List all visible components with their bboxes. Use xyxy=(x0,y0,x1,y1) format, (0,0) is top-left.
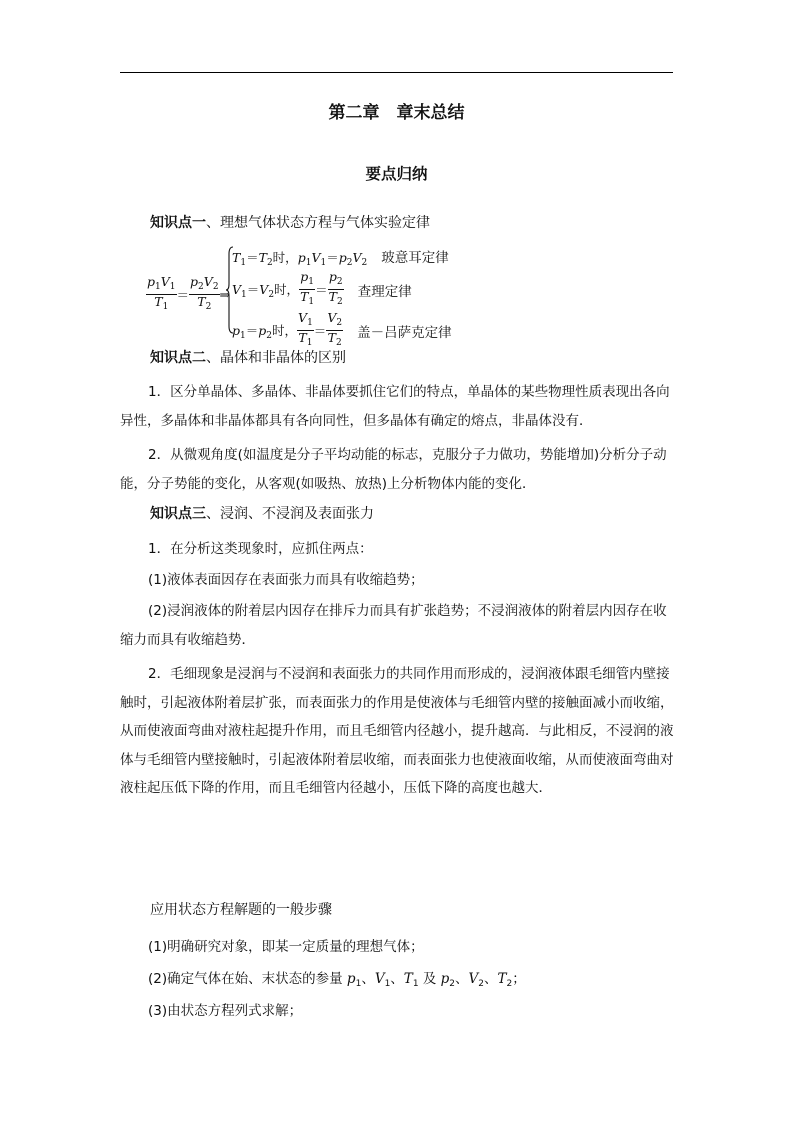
law-boyle: 玻意耳定律 xyxy=(381,250,449,266)
kp3-paragraph-2: (1)液体表面因存在表面张力而具有收缩趋势； xyxy=(148,572,424,588)
step-3: (3)由状态方程列式求解； xyxy=(148,1003,303,1019)
kp1-label: 知识点一 xyxy=(150,215,206,231)
kp2-paragraph-1: 1．区分单晶体、多晶体、非晶体要抓住它们的特点，单晶体的某些物理性质表现出各向异性，多晶体和非晶体都具有各向同性，但多晶体有确定的熔点，非晶体没有． xyxy=(120,384,670,429)
kp2-paragraph-2: 2．从微观角度(如温度是分子平均动能的标志，克服分子力做功，势能增加)分析分子动能，分子势能的变化，从客观(如吸热、放热)上分析物体内能的变化． xyxy=(120,447,667,492)
section-subtitle: 要点归纳 xyxy=(365,165,428,183)
page-title: 第二章 章末总结 xyxy=(328,103,465,123)
kp1-text: 、理想气体状态方程与气体实验定律 xyxy=(206,215,430,231)
step-2: (2)确定气体在始、末状态的参量 $p_1$、$V_1$、$T_1$ 及 $p_2$、$V_2$、$T_2$； xyxy=(148,971,526,989)
kp3-paragraph-1: 1．在分析这类现象时，应抓住两点： xyxy=(148,541,373,557)
gay-lussac-law-line: $p_1=p_2$时， $\frac{V_1}{T_1}$ ＝ $\frac{V_2}{T_2}$ 盖－吕萨克定律 xyxy=(232,310,452,348)
law-gay-lussac: 盖－吕萨克定律 xyxy=(357,324,452,341)
cond1-suffix: 时， xyxy=(272,250,298,265)
top-rule xyxy=(120,72,673,73)
cond3-suffix: 时， xyxy=(272,322,298,338)
law-charles: 查理定律 xyxy=(357,283,412,300)
steps-title: 应用状态方程解题的一般步骤 xyxy=(150,902,332,918)
kp3-text: 、浸润、不浸润及表面张力 xyxy=(206,506,374,522)
kp3-paragraph-3: (2)浸润液体的附着层内因存在排斥力而具有扩张趋势；不浸润液体的附着层内因存在收缩力而具有收缩趋势． xyxy=(120,603,667,648)
cond2-suffix: 时， xyxy=(274,281,300,297)
kp3-heading xyxy=(150,503,374,523)
step-1: (1)明确研究对象，即某一定质量的理想气体； xyxy=(148,939,424,955)
boyle-law-line: $T_1=T_2$时，$p_1V_1=p_2V_2$ 玻意耳定律 xyxy=(232,250,449,268)
ideal-gas-equation: $\frac{p_1V_1}{T_1}$ ＝ $\frac{p_2V_2}{T_2}$ ⇒ xyxy=(147,274,231,312)
kp2-heading xyxy=(150,347,346,367)
kp2-label: 知识点二 xyxy=(150,350,206,366)
kp3-label: 知识点三 xyxy=(150,506,206,522)
kp3-paragraph-4: 2．毛细现象是浸润与不浸润和表面张力的共同作用而形成的，浸润液体跟毛细管内壁接触时，引起液体附着层扩张，而表面张力的作用是使液体与毛细管内壁的接触面减小而收缩，从而使液面弯曲对液柱起提升作用，而且毛细管内径越小，提升越高．与此相反，不浸润的液体与毛细管内壁接触时，引起液体附着层收缩，而表面张力也使液面收缩，从而使液面弯曲对液柱起压低下降的作用，而且毛细管内径越小，压低下降的高度也越大． xyxy=(120,666,674,796)
kp2-text: 、晶体和非晶体的区别 xyxy=(206,350,346,366)
charles-law-line: $V_1=V_2$时， $\frac{p_1}{T_1}$ ＝ $\frac{p_2}{T_2}$ 查理定律 xyxy=(232,269,412,307)
kp1-heading xyxy=(150,212,430,232)
